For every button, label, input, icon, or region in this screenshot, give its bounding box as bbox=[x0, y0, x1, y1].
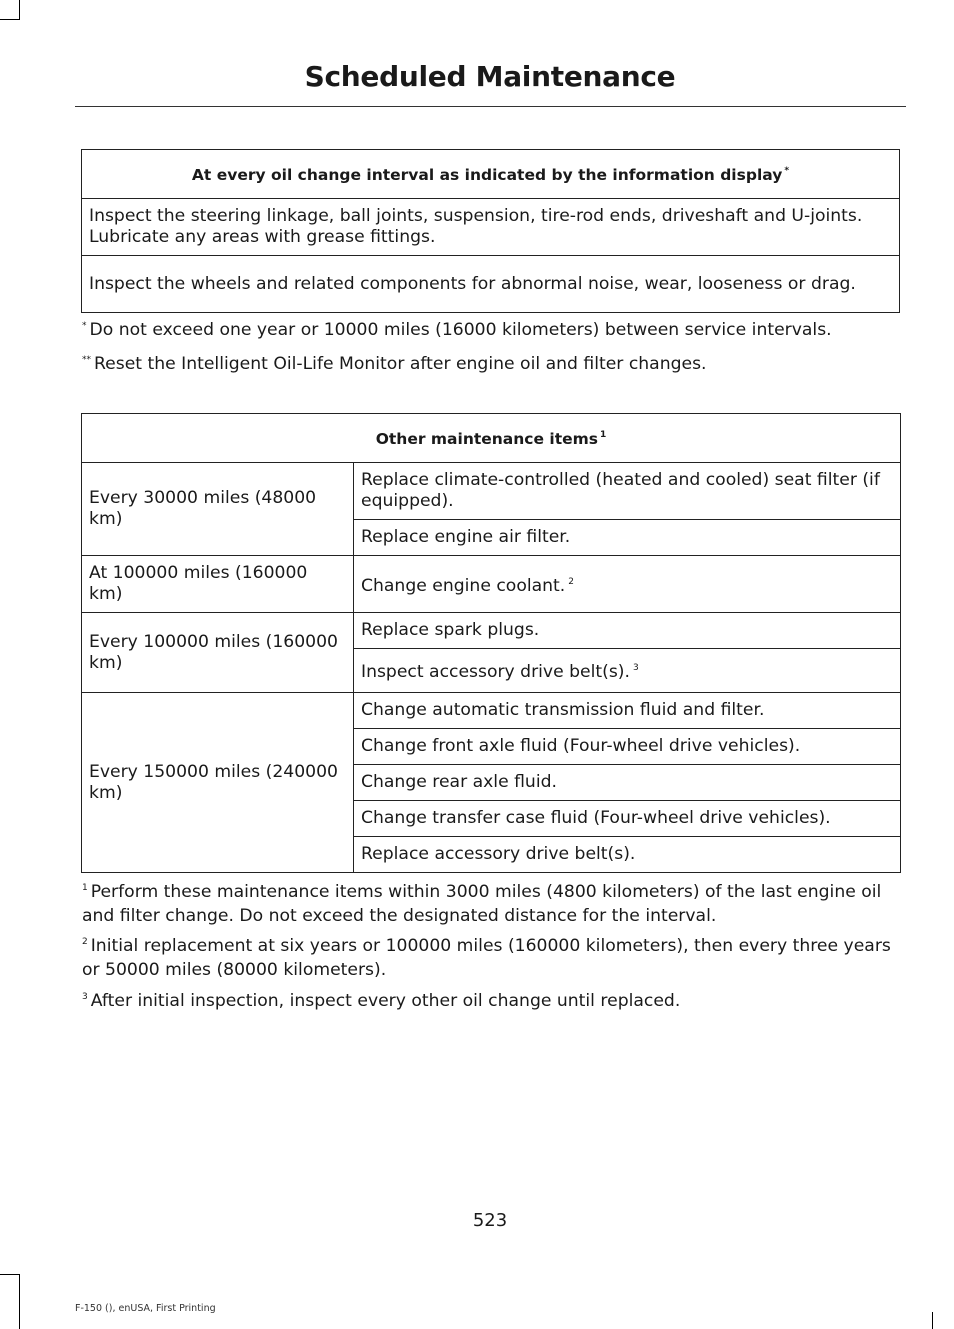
footnote-mark: ** bbox=[82, 355, 91, 365]
interval-cell: Every 100000 miles (160000 km) bbox=[82, 613, 354, 693]
footnote: ** Reset the Intelligent Oil-Life Monitor after engine oil and filter changes. bbox=[82, 354, 707, 374]
footnote-mark: 3 bbox=[632, 663, 639, 673]
footnote-mark: 1 bbox=[82, 883, 88, 893]
footnote-mark: 1 bbox=[600, 430, 607, 440]
table-header: At every oil change interval as indicated by the information display * bbox=[82, 150, 900, 199]
maintenance-item: Replace spark plugs. bbox=[354, 613, 901, 649]
crop-mark bbox=[932, 1312, 933, 1329]
maintenance-item: Change transfer case fluid (Four-wheel drive vehicles). bbox=[354, 801, 901, 837]
page-title: Scheduled Maintenance bbox=[304, 60, 676, 93]
footnote: $^1$ Perform these maintenance items within 3000 miles (4800 kilometers) of the last engine oil and filter change. Do not exceed the designated distance for the interval. bbox=[82, 882, 882, 926]
print-info: F-150 (), enUSA, First Printing bbox=[75, 1303, 216, 1314]
crop-mark bbox=[19, 1274, 20, 1329]
interval-cell: At 100000 miles (160000 km) bbox=[82, 556, 354, 613]
maintenance-item: Change engine coolant. $^2$ bbox=[354, 556, 901, 613]
maintenance-item: Replace accessory drive belt(s). bbox=[354, 837, 901, 873]
table-header: Other maintenance items $^1$ bbox=[82, 414, 901, 463]
interval-cell: Every 30000 miles (48000 km) bbox=[82, 463, 354, 556]
footnote-mark: 3 bbox=[82, 992, 88, 1002]
crop-mark bbox=[0, 19, 20, 20]
footnote-mark: * bbox=[784, 166, 790, 176]
maintenance-item: Change automatic transmission fluid and filter. bbox=[354, 693, 901, 729]
maintenance-item: Replace climate-controlled (heated and cooled) seat filter (if equipped). bbox=[354, 463, 901, 520]
other-maintenance-table bbox=[81, 413, 901, 873]
footnote-mark: 2 bbox=[568, 576, 574, 587]
maintenance-item: Inspect accessory drive belt(s). $^3$ bbox=[354, 649, 901, 693]
footnote: * Do not exceed one year or 10000 miles (16000 kilometers) between service intervals. bbox=[82, 320, 832, 340]
footnote-mark: * bbox=[82, 321, 87, 331]
maintenance-item: Replace engine air filter. bbox=[354, 520, 901, 556]
footnote: $^2$ Initial replacement at six years or 100000 miles (160000 kilometers), then every three years or 50000 miles (80000 kilometers). bbox=[82, 936, 891, 980]
table-row: Inspect the wheels and related components for abnormal noise, wear, looseness or drag. bbox=[82, 256, 900, 313]
maintenance-item: Change front axle fluid (Four-wheel drive vehicles). bbox=[354, 729, 901, 765]
maintenance-item: Change rear axle fluid. bbox=[354, 765, 901, 801]
title-divider bbox=[75, 106, 906, 107]
footnote: $^3$ After initial inspection, inspect every other oil change until replaced. bbox=[82, 991, 681, 1011]
oil-change-interval-table bbox=[81, 149, 900, 313]
interval-cell: Every 150000 miles (240000 km) bbox=[82, 693, 354, 873]
footnote-mark: 2 bbox=[82, 937, 88, 947]
crop-mark bbox=[0, 1274, 20, 1275]
table-row: Inspect the steering linkage, ball joints, suspension, tire-rod ends, driveshaft and U-joints. Lubricate any areas with grease fittings. bbox=[82, 199, 900, 256]
page-number: 523 bbox=[472, 1210, 508, 1231]
crop-mark bbox=[19, 0, 20, 20]
